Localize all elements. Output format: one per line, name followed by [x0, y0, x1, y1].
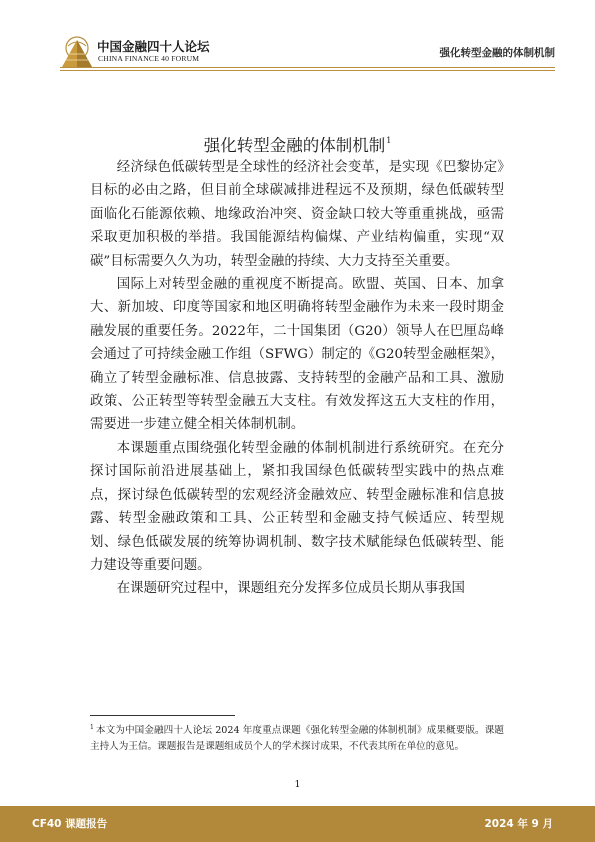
pyramid-logo-icon — [60, 34, 94, 70]
paragraph: 在课题研究过程中，课题组充分发挥多位成员长期从事我国 — [116, 581, 465, 597]
header-divider — [60, 67, 555, 68]
footnote-marker: 1 — [90, 724, 94, 731]
logo-english-name: CHINA FINANCE 40 FORUM — [98, 54, 200, 63]
document-title — [0, 132, 595, 156]
paragraph: 国际上对转型金融的重视度不断提高。欧盟、英国、日本、加拿大、新加坡、印度等国家和地区明确将转型金融作为未来一段时期金融发展的重要任务。2022年，二十国集团（G20）领导人在巴厘岛峰会通过了可持续金融工作组（SFWG）制定的《G20转型金融框架》，确立了转型金融标准、信息披露、支持转型的金融产品和工具、激励政策、公正转型等转型金融五大支柱。有效发挥这五大支柱的作用，需要进一步建立健全相关体制机制。 — [90, 277, 504, 433]
main-body — [90, 156, 504, 601]
logo-chinese-name: 中国金融四十人论坛 — [97, 39, 210, 54]
footnote — [90, 720, 504, 754]
title-footnote-marker: 1 — [386, 136, 392, 145]
footer-report-label: CF40 课题报告 — [32, 818, 108, 830]
page-footer — [0, 806, 595, 842]
page-header — [0, 0, 595, 80]
footer-date: 2024 年 9 月 — [484, 818, 553, 830]
paragraph: 本课题重点围绕强化转型金融的体制机制进行系统研究。在充分探讨国际前沿进展基础上，紧扣我国绿色低碳转型实践中的热点难点，探讨绿色低碳转型的宏观经济金融效应、转型金融标准和信息披露、转型金融政策和工具、公正转型和金融支持气候适应、转型规划、绿色低碳发展的统筹协调机制、数字技术赋能绿色低碳转型、能力建设等重要问题。 — [90, 440, 504, 573]
document-title-text: 强化转型金融的体制机制 — [203, 136, 386, 155]
page-number: 1 — [294, 779, 301, 790]
footnote-divider — [90, 715, 235, 716]
footnote-text: 本文为中国金融四十人论坛 2024 年度重点课题《强化转型金融的体制机制》成果概要版。课题主持人为王信。课题报告是课题组成员个人的学术探讨成果，不代表其所在单位的意见。 — [90, 725, 504, 752]
running-title: 强化转型金融的体制机制 — [439, 47, 555, 59]
paragraph: 经济绿色低碳转型是全球性的经济社会变革，是实现《巴黎协定》目标的必由之路，但目前全球碳减排进程远不及预期，绿色低碳转型面临化石能源依赖、地缘政治冲突、资金缺口较大等重重挑战，亟需采取更加积极的举措。我国能源结构偏煤、产业结构偏重，实现“双碳”目标需要久久为功，转型金融的持续、大力支持至关重要。 — [90, 160, 504, 269]
header-divider-thin — [60, 70, 555, 71]
